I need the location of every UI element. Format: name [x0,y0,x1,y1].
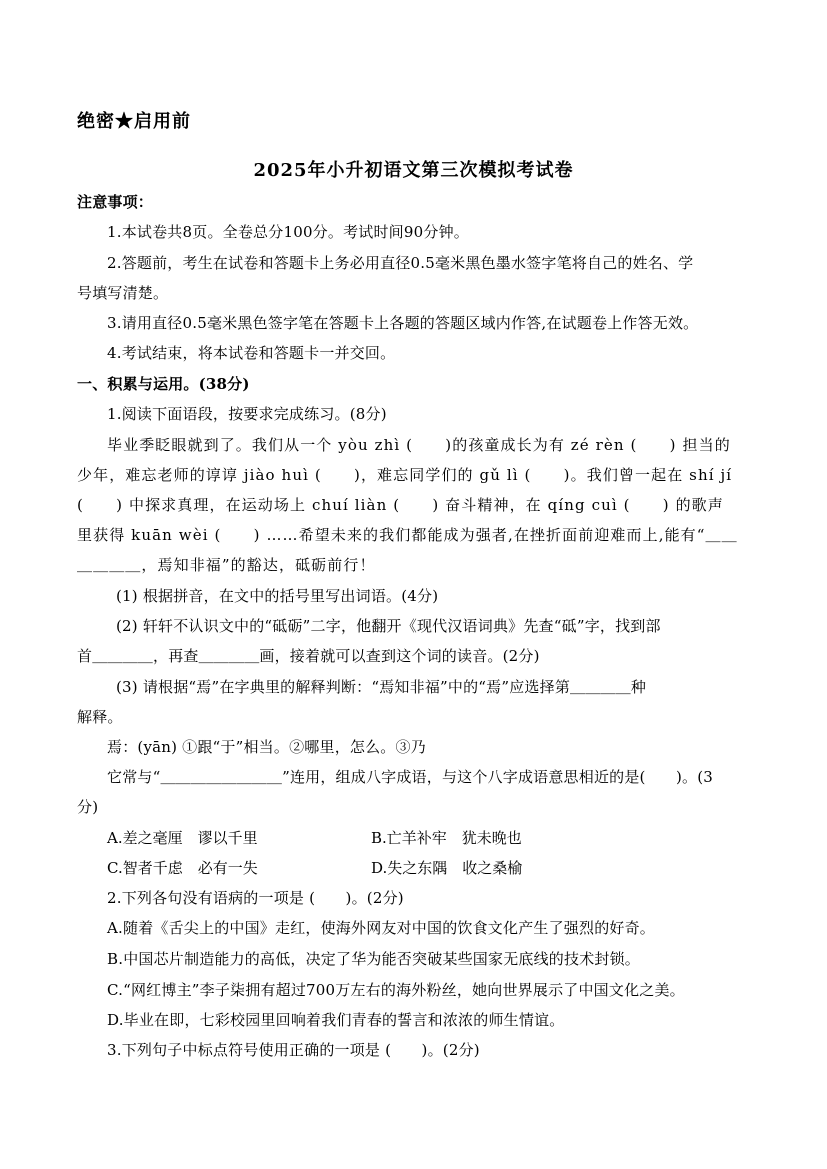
page-title: 2025年小升初语文第三次模拟考试卷 [253,160,574,181]
option-a: A.差之毫厘 谬以千里 [107,829,258,847]
dictionary-definition: 焉：(yān) ①跟“于”相当。②哪里，怎么。③乃 [107,738,426,756]
notice-heading: 注意事项： [77,193,154,211]
question-2-option-c: C.“网红博主”李子柒拥有超过700万左右的海外粉丝，她向世界展示了中国文化之美。 [107,981,685,999]
sub-question-2: (2) 轩轩不认识文中的“砥砺”二字，他翻开《现代汉语词典》先查“砥”字，找到部 [116,617,661,635]
passage-line: 里获得 kuān wèi ( ) ……希望未来的我们都能成为强者,在挫折面前迎难而上,能有“＿＿ [77,526,738,544]
passage-line: 少年，难忘老师的谆谆 jiào huì ( )，难忘同学们的 gǔ lì ( )。我们曾一起在 shí jí [77,466,733,484]
option-c: C.智者千虑 必有一失 [107,859,258,877]
section-heading: 一、积累与运用。(38分) [77,375,250,393]
notice-item: 2.答题前，考生在试卷和答题卡上务必用直径0.5毫米黑色墨水签字笔将自己的姓名、学 [107,254,694,272]
question-2-option-b: B.中国芯片制造能力的高低，决定了华为能否突破某些国家无底线的技术封锁。 [107,950,640,968]
notice-item: 1.本试卷共8页。全卷总分100分。考试时间90分钟。 [107,223,469,241]
passage-line: ＿＿＿＿，焉知非福”的豁达，砥砺前行！ [77,556,376,574]
question-3-stem: 3.下列句子中标点符号使用正确的一项是 ( )。(2分) [107,1041,480,1059]
question-1-stem: 1.阅读下面语段，按要求完成练习。(8分) [107,405,387,423]
option-b: B.亡羊补牢 犹未晚也 [371,829,522,847]
sub-question-2-continued: 首＿＿＿＿，再查＿＿＿＿画，接着就可以查到这个词的读音。(2分) [77,647,540,665]
sub-question-4: 它常与“＿＿＿＿＿＿＿＿”连用，组成八字成语，与这个八字成语意思相近的是( )。(3 [107,768,714,786]
option-d: D.失之东隅 收之桑榆 [371,859,523,877]
passage-line: 毕业季眨眼就到了。我们从一个 yòu zhì ( )的孩童成长为有 zé rèn ( ) 担当的 [107,436,731,454]
question-2-option-a: A.随着《舌尖上的中国》走红，使海外网友对中国的饮食文化产生了强烈的好奇。 [107,919,656,937]
question-2-stem: 2.下列各句没有语病的一项是 ( )。(2分) [107,889,404,907]
question-2-option-d: D.毕业在即，七彩校园里回响着我们青春的誓言和浓浓的师生情谊。 [107,1011,565,1029]
notice-item: 3.请用直径0.5毫米黑色签字笔在答题卡上各题的答题区域内作答,在试题卷上作答无效。 [107,314,699,332]
sub-question-1: (1) 根据拼音，在文中的括号里写出词语。(4分) [116,587,439,605]
sub-question-3: (3) 请根据“焉”在字典里的解释判断：“焉知非福”中的“焉”应选择第＿＿＿＿种 [116,678,647,696]
sub-question-4-continued: 分) [77,798,99,816]
sub-question-3-continued: 解释。 [77,708,123,726]
secret-label: 绝密★启用前 [77,111,191,132]
notice-item: 4.考试结束，将本试卷和答题卡一并交回。 [107,344,396,362]
notice-item-continued: 号填写清楚。 [77,284,169,302]
passage-line: ( ) 中探求真理，在运动场上 chuí liàn ( ) 奋斗精神，在 qíng cuì ( ) 的歌声 [77,496,724,514]
